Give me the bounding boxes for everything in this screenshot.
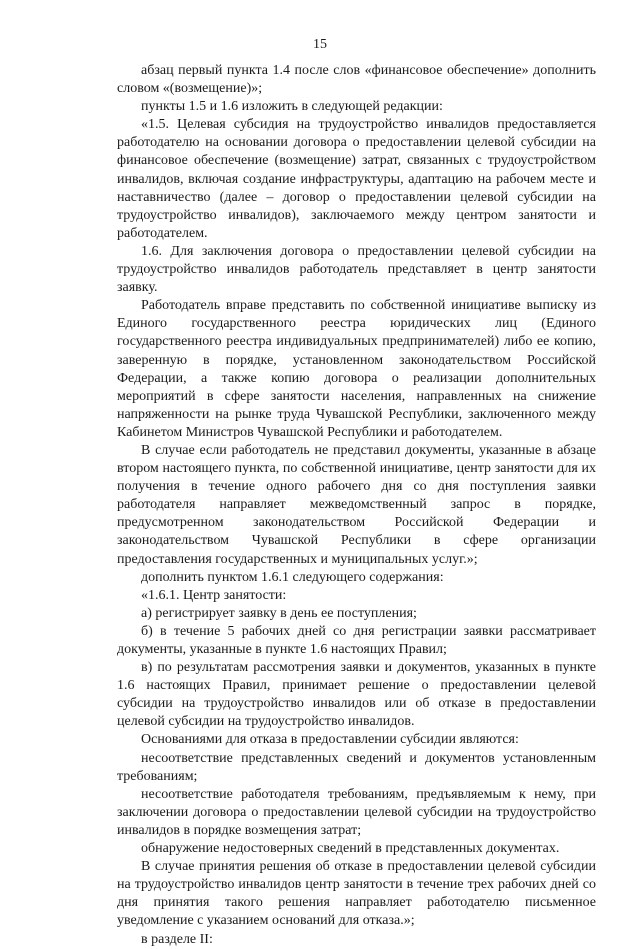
page-number: 15 — [313, 37, 327, 52]
paragraph: б) в течение 5 рабочих дней со дня регистрации заявки рассматривает документы, указанные в пункте 1.6 настоящих Правил; — [117, 623, 596, 657]
paragraph: обнаружение недостоверных сведений в представленных документах. — [141, 841, 560, 857]
paragraph: Основаниями для отказа в предоставлении субсидии являются: — [141, 732, 519, 748]
paragraph: дополнить пунктом 1.6.1 следующего содержания: — [141, 569, 444, 585]
paragraph: абзац первый пункта 1.4 после слов «финансовое обеспечение» дополнить словом «(возмещение)»; — [117, 63, 596, 97]
paragraph: несоответствие работодателя требованиям, предъявляемым к нему, при заключении договора о предоставлении целевой субсидии на трудоустройство инвалидов в порядке возмещения затрат; — [117, 786, 596, 838]
paragraph: несоответствие представленных сведений и документов установленным требованиям; — [117, 750, 596, 784]
paragraph: В случае принятия решения об отказе в предоставлении целевой субсидии на трудоустройство инвалидов центр занятости в течение трех рабочих дней со дня принятия такого решения направляет работодателю письменное уведомление с указанием оснований для отказа.»; — [117, 859, 596, 929]
paragraph: пункты 1.5 и 1.6 изложить в следующей редакции: — [141, 99, 443, 115]
paragraph: «1.6.1. Центр занятости: — [141, 587, 287, 603]
paragraph: в разделе II: — [141, 931, 213, 947]
paragraph: в) по результатам рассмотрения заявки и документов, указанных в пункте 1.6 настоящих Правил, принимает решение о предоставлении целевой субсидии на трудоустройство инвалидов или об отказе в предоставлении целевой субсидии на трудоустройство инвалидов. — [117, 660, 596, 730]
paragraph: «1.5. Целевая субсидия на трудоустройство инвалидов предоставляется работодателю на основании договора о предоставлении целевой субсидии на финансовое обеспечение (возмещение) затрат, связанных с трудоустройством инвалидов, включая создание инфраструктуры, адаптацию на рабочем месте и наставничество (далее – договор о предоставлении целевой субсидии на трудоустройство инвалидов), заключаемого между центром занятости и работодателем. — [117, 117, 596, 241]
paragraph: 1.6. Для заключения договора о предоставлении целевой субсидии на трудоустройство инвалидов работодатель представляет в центр занятости заявку. — [117, 243, 596, 296]
paragraph: Работодатель вправе представить по собственной инициативе выписку из Единого государственного реестра юридических лиц (Единого государственного реестра индивидуальных предпринимателей) либо ее копию, заверенную в порядке, установленном законодательством Российской Федерации, а также копию договора о реализации дополнительных мероприятий в сфере занятости населения, направленных на снижение напряженности на рынке труда Чувашской Республики, заключенного между Кабинетом Министров Чувашской Республики и работодателем. — [117, 298, 596, 440]
document-body — [117, 62, 596, 949]
paragraph: а) регистрирует заявку в день ее поступления; — [141, 605, 417, 621]
paragraph: В случае если работодатель не представил документы, указанные в абзаце втором настоящего пункта, по собственной инициативе, центр занятости для их получения в течение одного рабочего дня со дня поступления заявки работодателя направляет межведомственный запрос в порядке, предусмотренном законодательством Российской Федерации и законодательством Чувашской Республики в сфере организации предоставления государственных и муниципальных услуг.»; — [117, 442, 596, 567]
